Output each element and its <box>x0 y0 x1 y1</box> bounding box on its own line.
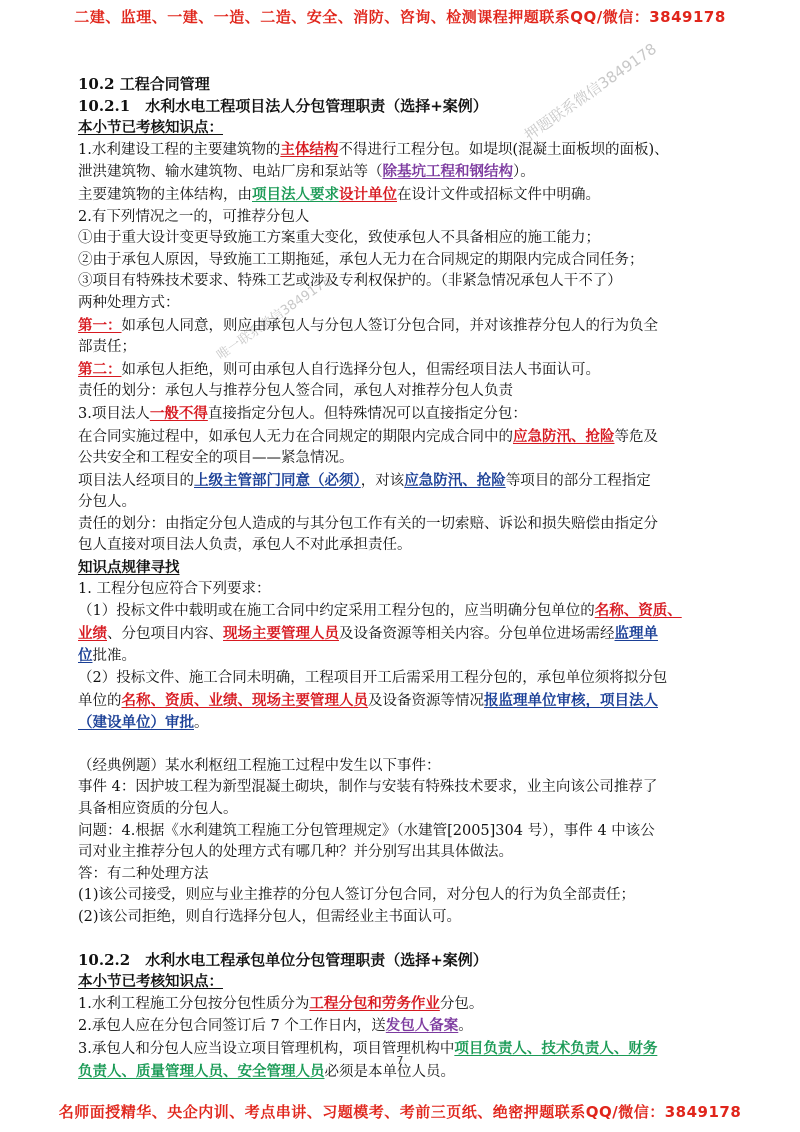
paragraph-line: 第一：如承包人同意，则应由承包人与分包人签订分包合同，并对该推荐分包人的行为负全 <box>78 316 658 334</box>
watermark-text: 押题联系微信3849178 <box>521 39 660 145</box>
bottom-promo-banner: 名师面授精华、央企内训、考点串讲、习题模考、考前三页纸、绝密押题联系QQ/微信：3849178 <box>58 1103 742 1121</box>
highlight-term: 第二： <box>78 360 122 378</box>
highlight-term: 负责人、质量管理人员、安全管理人员 <box>78 1062 325 1080</box>
page-number: 7 <box>396 1054 404 1067</box>
highlight-term: 设计单位 <box>339 185 397 203</box>
paragraph-line: 3.承包人和分包人应当设立项目管理机构，项目管理机构中项目负责人、技术负责人、财务 <box>78 1039 658 1057</box>
section-title: 知识点规律寻找 <box>78 559 180 577</box>
paragraph-line: 第二：如承包人拒绝，则可由承包人自行选择分包人，但需经项目法人书面认可。 <box>78 360 600 378</box>
paragraph-line: ①由于重大设计变更导致施工方案重大变化，致使承包人不具备相应的施工能力； <box>78 230 600 247</box>
highlight-term: 监理单 <box>614 624 658 642</box>
paragraph-line: (2)该公司拒绝，则自行选择分包人，但需经业主书面认可。 <box>78 908 462 925</box>
paragraph-line: 分包人。 <box>78 494 136 511</box>
paragraph-line: 责任的划分：承包人与推荐分包人签合同，承包人对推荐分包人负责 <box>78 383 513 400</box>
highlight-term: 除基坑工程和钢结构 <box>382 163 513 181</box>
highlight-term: 上级主管部门同意（必须） <box>194 471 361 489</box>
paragraph-line: 具备相应资质的分包人。 <box>78 801 238 817</box>
paragraph-line: 1.水利建设工程的主要建筑物的主体结构不得进行工程分包。如堤坝(混凝土面板坝的面板)、 <box>78 140 669 158</box>
paragraph-line: 责任的划分：由指定分包人造成的与其分包工作有关的一切索赔、诉讼和损失赔偿由指定分 <box>78 515 658 532</box>
highlight-term: 第一： <box>78 316 122 334</box>
section-title: 10.2 工程合同管理 <box>78 75 210 93</box>
highlight-term: 应急防汛、抢险 <box>404 471 506 489</box>
top-promo-banner: 二建、监理、一建、一造、二造、安全、消防、咨询、检测课程押题联系QQ/微信：3849178 <box>74 8 726 26</box>
paragraph-line: 事件 4：因护坡工程为新型混凝土砌块，制作与安装有特殊技术要求，业主向该公司推荐了 <box>78 779 658 796</box>
paragraph-line: (1)该公司接受，则应与业主推荐的分包人签订分包合同，对分包人的行为负全部责任； <box>78 887 636 904</box>
paragraph-line: 主要建筑物的主体结构，由项目法人要求设计单位在设计文件或招标文件中明确。 <box>78 185 600 203</box>
paragraph-line: 2.承包人应在分包合同签订后 7 个工作日内，送发包人备案。 <box>78 1017 473 1035</box>
knowledge-points-label: 本小节已考核知识点： <box>78 973 223 991</box>
paragraph-line: 负责人、质量管理人员、安全管理人员必须是本单位人员。 <box>78 1062 455 1080</box>
paragraph-line: 业绩、分包项目内容、现场主要管理人员及设备资源等相关内容。分包单位进场需经监理单 <box>78 624 658 642</box>
highlight-term: （建设单位）审批 <box>78 714 194 732</box>
subsection-title: 10.2.1 水利水电工程项目法人分包管理职责（选择+案例） <box>78 96 488 115</box>
highlight-term: 报监理单位审核，项目法人 <box>484 691 658 709</box>
paragraph-line: 答：有二种处理方法 <box>78 865 209 882</box>
paragraph-line: ②由于承包人原因，导致施工工期拖延，承包人无力在合同规定的期限内完成合同任务； <box>78 251 644 268</box>
highlight-term: 主体结构 <box>280 140 339 158</box>
paragraph-line: （1）投标文件中载明或在施工合同中约定采用工程分包的，应当明确分包单位的名称、资质、 <box>78 602 682 620</box>
highlight-term: 业绩 <box>78 624 107 642</box>
paragraph-line: 两种处理方式： <box>78 294 180 311</box>
highlight-term: 项目法人要求 <box>252 185 339 203</box>
paragraph-line: 在合同实施过程中，如承包人无力在合同规定的期限内完成合同中的应急防汛、抢险等危及 <box>78 427 658 445</box>
highlight-term: 应急防汛、抢险 <box>513 427 615 445</box>
highlight-term: 项目负责人、技术负责人、财务 <box>454 1039 658 1057</box>
paragraph-line: 公共安全和工程安全的项目——紧急情况。 <box>78 450 354 467</box>
paragraph-line: 泄洪建筑物、输水建筑物、电站厂房和泵站等（除基坑工程和钢结构）。 <box>78 163 535 181</box>
paragraph-line: 包人直接对项目法人负责，承包人不对此承担责任。 <box>78 537 412 554</box>
paragraph-line: 3.项目法人一般不得直接指定分包人。但特殊情况可以直接指定分包： <box>78 404 527 422</box>
knowledge-points-label: 本小节已考核知识点： <box>78 119 223 137</box>
highlight-term: 一般不得 <box>149 404 208 422</box>
document-body <box>78 74 734 1083</box>
paragraph-line: ③项目有特殊技术要求、特殊工艺或涉及专利权保护的。（非紧急情况承包人干不了） <box>78 273 622 290</box>
highlight-term: 名称、资质、业绩、现场主要管理人员 <box>121 691 368 709</box>
paragraph-line: 部责任； <box>78 339 136 356</box>
paragraph-line: （建设单位）审批。 <box>78 714 209 732</box>
paragraph-line: 2.有下列情况之一的，可推荐分包人 <box>78 208 310 225</box>
paragraph-line: 单位的名称、资质、业绩、现场主要管理人员及设备资源等情况报监理单位审核，项目法人 <box>78 691 658 709</box>
paragraph-line: （经典例题）某水利枢纽工程施工过程中发生以下事件： <box>78 757 441 774</box>
spacer <box>78 735 734 756</box>
highlight-term: 位 <box>78 647 93 665</box>
spacer <box>78 929 734 950</box>
subsection-title: 10.2.2 水利水电工程承包单位分包管理职责（选择+案例） <box>78 950 488 969</box>
paragraph-line: 项目法人经项目的上级主管部门同意（必须），对该应急防汛、抢险等项目的部分工程指定 <box>78 471 651 489</box>
watermark-text: 唯一联系微信3849178 <box>214 273 335 364</box>
highlight-term: 现场主要管理人员 <box>223 624 339 642</box>
paragraph-line: 1.水利工程施工分包按分包性质分为工程分包和劳务作业分包。 <box>78 994 484 1012</box>
highlight-term: 发包人备案 <box>385 1017 459 1035</box>
paragraph-line: （2）投标文件、施工合同未明确，工程项目开工后需采用工程分包的，承包单位须将拟分包 <box>78 670 668 687</box>
paragraph-line: 司对业主推荐分包人的处理方式有哪几种？并分别写出其具体做法。 <box>78 844 513 861</box>
highlight-term: 工程分包和劳务作业 <box>309 994 440 1012</box>
highlight-term: 名称、资质、 <box>594 602 682 620</box>
paragraph-line: 1. 工程分包应符合下列要求： <box>78 580 271 597</box>
paragraph-line: 位批准。 <box>78 647 136 665</box>
paragraph-line: 问题：4.根据《水利建筑工程施工分包管理规定》（水建管[2005]304 号），事件 4 中该公 <box>78 822 655 839</box>
